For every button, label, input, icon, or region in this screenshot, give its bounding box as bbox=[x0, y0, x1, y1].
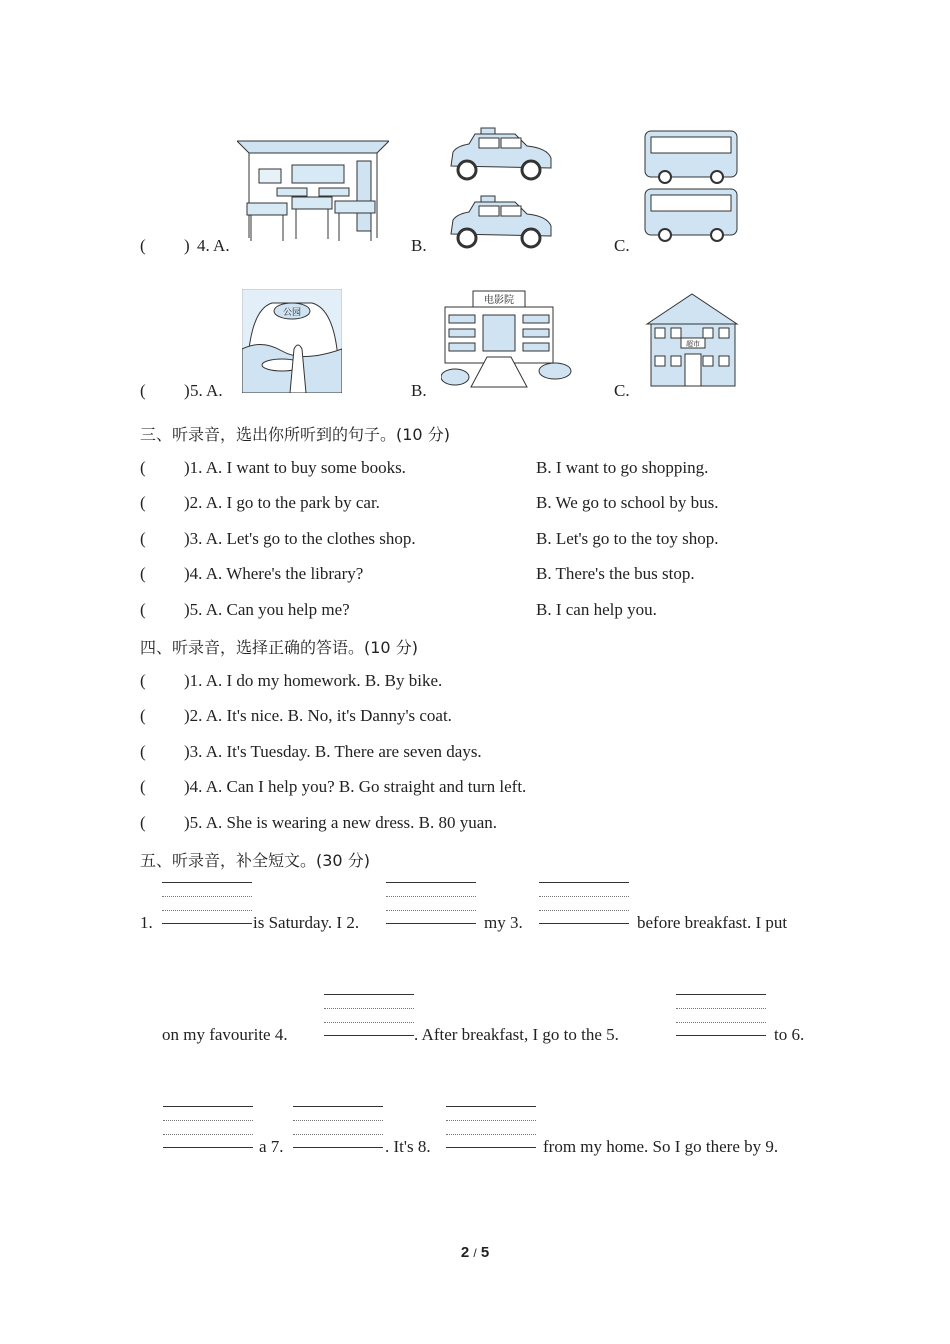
question-number: 4. A. bbox=[197, 236, 230, 255]
option-b-label: B. bbox=[411, 381, 427, 400]
passage-text: to 6. bbox=[774, 1025, 805, 1044]
answer-paren: ( bbox=[140, 529, 146, 548]
option-b[interactable]: B. I can help you. bbox=[536, 600, 657, 619]
answer-paren: ( bbox=[140, 813, 146, 832]
taxi-picture[interactable] bbox=[443, 126, 555, 250]
answer-blank-4[interactable] bbox=[324, 994, 414, 1036]
page-separator: / bbox=[473, 1246, 477, 1260]
answer-blank-3[interactable] bbox=[539, 882, 629, 924]
passage-text: a 7. bbox=[259, 1137, 284, 1156]
option-b[interactable]: B. We go to school by bus. bbox=[536, 493, 719, 512]
answer-blank-7[interactable] bbox=[293, 1106, 383, 1148]
page-total: 5 bbox=[480, 1244, 490, 1261]
classroom-picture[interactable] bbox=[237, 133, 389, 245]
supermarket-sign: 超市 bbox=[686, 340, 700, 348]
question-item[interactable]: )1. A. I do my homework. B. By bike. bbox=[184, 671, 443, 690]
section-4-heading: 四、听录音，选择正确的答语。(10 分) bbox=[140, 638, 418, 657]
answer-paren: ( bbox=[140, 742, 146, 761]
answer-blank-6[interactable] bbox=[163, 1106, 253, 1148]
section-3-heading: 三、听录音，选出你所听到的句子。(10 分) bbox=[140, 425, 450, 444]
answer-blank-8[interactable] bbox=[446, 1106, 536, 1148]
paren-close: ) bbox=[184, 236, 190, 255]
passage-text: before breakfast. I put bbox=[637, 913, 788, 932]
answer-paren: ( bbox=[140, 706, 146, 725]
passage-text: from my home. So I go there by 9. bbox=[543, 1137, 779, 1156]
option-a[interactable]: )3. A. Let's go to the clothes shop. bbox=[184, 529, 416, 548]
answer-paren: ( bbox=[140, 458, 146, 477]
option-c-label: C. bbox=[614, 236, 630, 255]
cinema-picture[interactable] bbox=[441, 289, 573, 389]
option-b[interactable]: B. There's the bus stop. bbox=[536, 564, 695, 583]
bus-picture[interactable] bbox=[641, 127, 741, 243]
answer-paren: ( bbox=[140, 564, 146, 583]
option-a[interactable]: )4. A. Where's the library? bbox=[184, 564, 364, 583]
option-b-label: B. bbox=[411, 236, 427, 255]
question-item[interactable]: )2. A. It's nice. B. No, it's Danny's coat. bbox=[184, 706, 452, 725]
option-b[interactable]: B. I want to go shopping. bbox=[536, 458, 709, 477]
passage-text: is Saturday. I 2. bbox=[253, 913, 360, 932]
question-item[interactable]: )5. A. She is wearing a new dress. B. 80 yuan. bbox=[184, 813, 498, 832]
paren-open: ( bbox=[140, 236, 146, 255]
answer-blank-2[interactable] bbox=[386, 882, 476, 924]
passage-text: on my favourite 4. bbox=[162, 1025, 288, 1044]
question-number: 5. A. bbox=[190, 381, 223, 400]
passage-text: . It's 8. bbox=[385, 1137, 431, 1156]
option-b[interactable]: B. Let's go to the toy shop. bbox=[536, 529, 719, 548]
paren-close: ) bbox=[184, 381, 190, 400]
option-a[interactable]: )2. A. I go to the park by car. bbox=[184, 493, 380, 512]
cinema-sign: 电影院 bbox=[484, 295, 514, 306]
answer-blank-1[interactable] bbox=[162, 882, 252, 924]
option-a[interactable]: )1. A. I want to buy some books. bbox=[184, 458, 406, 477]
option-a[interactable]: )5. A. Can you help me? bbox=[184, 600, 350, 619]
question-item[interactable]: )4. A. Can I help you? B. Go straight and turn left. bbox=[184, 777, 527, 796]
park-picture[interactable] bbox=[242, 289, 342, 393]
paren-open: ( bbox=[140, 381, 146, 400]
answer-paren: ( bbox=[140, 671, 146, 690]
answer-paren: ( bbox=[140, 600, 146, 619]
passage-text: . After breakfast, I go to the 5. bbox=[414, 1025, 619, 1044]
section-5-heading: 五、听录音，补全短文。(30 分) bbox=[140, 851, 370, 870]
answer-blank-5[interactable] bbox=[676, 994, 766, 1036]
question-item[interactable]: )3. A. It's Tuesday. B. There are seven days. bbox=[184, 742, 482, 761]
supermarket-picture[interactable] bbox=[643, 292, 741, 388]
answer-paren: ( bbox=[140, 493, 146, 512]
answer-paren: ( bbox=[140, 777, 146, 796]
passage-text: 1. bbox=[140, 913, 153, 932]
passage-text: my 3. bbox=[484, 913, 523, 932]
option-c-label: C. bbox=[614, 381, 630, 400]
page-number bbox=[0, 1244, 950, 1261]
park-sign: 公园 bbox=[282, 308, 302, 318]
page-current: 2 bbox=[460, 1244, 470, 1261]
